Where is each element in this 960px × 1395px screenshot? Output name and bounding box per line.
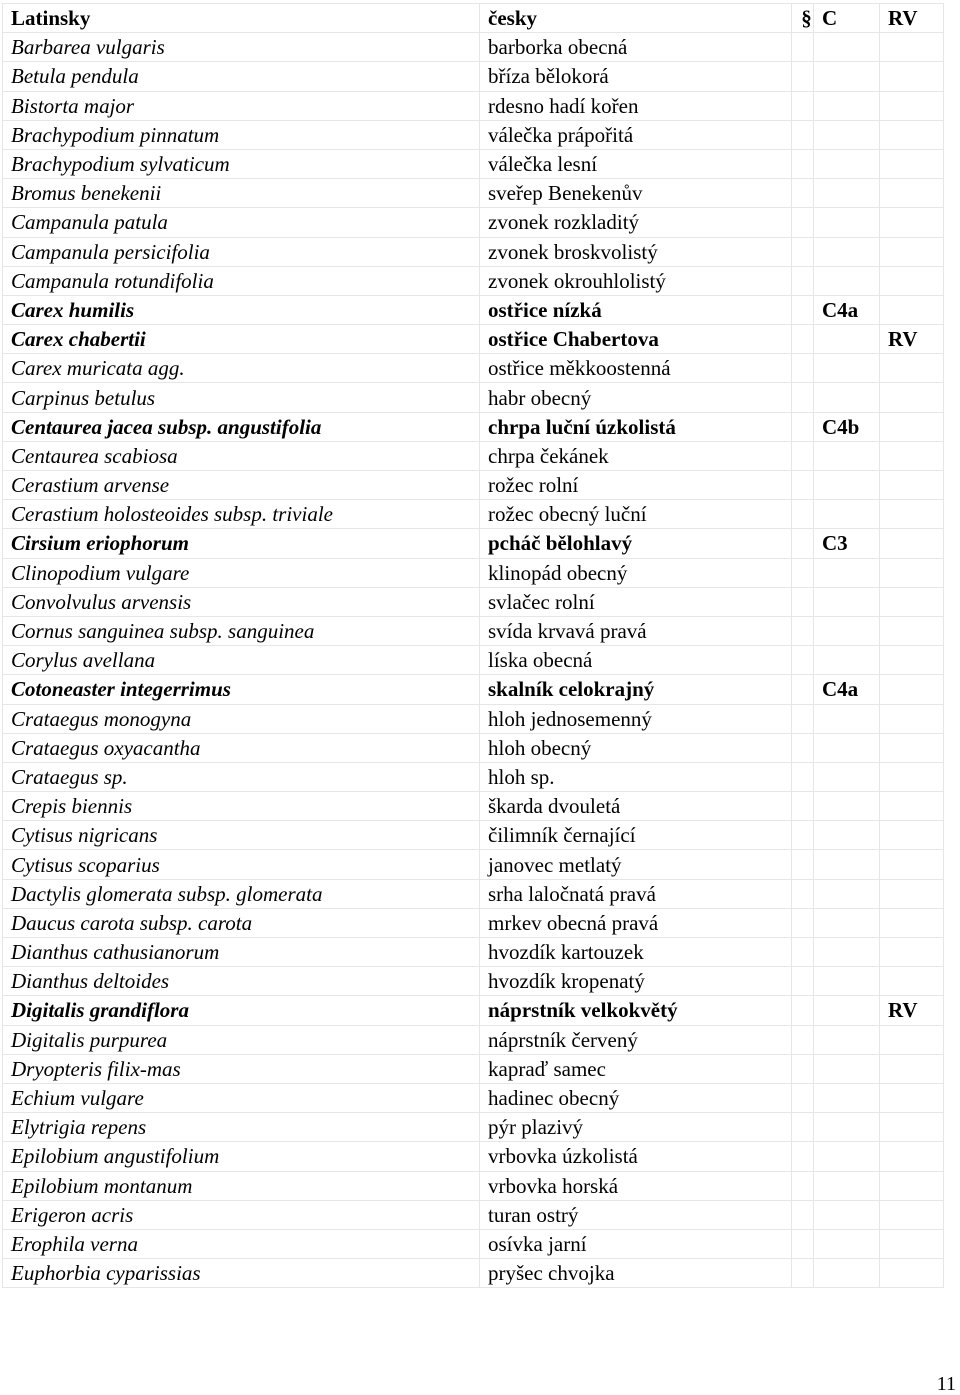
table-row (3, 1113, 944, 1142)
cell-c (814, 616, 880, 645)
cell-czech: náprstník velkokvětý (480, 996, 792, 1025)
table-row (3, 33, 944, 62)
cell-czech: pcháč bělohlavý (480, 529, 792, 558)
cell-latin: Carex muricata agg. (3, 354, 480, 383)
cell-czech: zvonek okrouhlolistý (480, 266, 792, 295)
cell-rv (880, 733, 944, 762)
cell-paragraph (792, 441, 814, 470)
cell-latin: Carpinus betulus (3, 383, 480, 412)
cell-latin: Crataegus oxyacantha (3, 733, 480, 762)
cell-c (814, 850, 880, 879)
cell-czech: chrpa luční úzkolistá (480, 412, 792, 441)
cell-latin: Dianthus deltoides (3, 967, 480, 996)
cell-czech: skalník celokrajný (480, 675, 792, 704)
table-row (3, 1200, 944, 1229)
table-row (3, 1054, 944, 1083)
cell-paragraph (792, 295, 814, 324)
cell-latin: Centaurea scabiosa (3, 441, 480, 470)
cell-paragraph (792, 237, 814, 266)
cell-rv (880, 383, 944, 412)
cell-paragraph (792, 33, 814, 62)
cell-c (814, 1200, 880, 1229)
table-row (3, 558, 944, 587)
cell-czech: válečka prápořitá (480, 120, 792, 149)
cell-c (814, 733, 880, 762)
table-row (3, 967, 944, 996)
cell-paragraph (792, 938, 814, 967)
cell-rv: RV (880, 996, 944, 1025)
cell-rv (880, 1054, 944, 1083)
cell-latin: Crepis biennis (3, 792, 480, 821)
cell-paragraph (792, 529, 814, 558)
header-paragraph: § (792, 4, 814, 33)
table-row (3, 850, 944, 879)
cell-rv (880, 762, 944, 791)
cell-rv (880, 938, 944, 967)
cell-rv (880, 91, 944, 120)
cell-latin: Crataegus monogyna (3, 704, 480, 733)
cell-latin: Epilobium montanum (3, 1171, 480, 1200)
cell-rv (880, 1259, 944, 1288)
cell-c (814, 938, 880, 967)
cell-rv (880, 1200, 944, 1229)
table-row (3, 1142, 944, 1171)
table-row (3, 325, 944, 354)
cell-czech: klinopád obecný (480, 558, 792, 587)
cell-c (814, 237, 880, 266)
cell-czech: hvozdík kropenatý (480, 967, 792, 996)
cell-c (814, 383, 880, 412)
cell-rv (880, 1025, 944, 1054)
cell-c (814, 704, 880, 733)
table-row (3, 383, 944, 412)
cell-czech: rdesno hadí kořen (480, 91, 792, 120)
cell-rv (880, 179, 944, 208)
cell-paragraph (792, 1229, 814, 1258)
cell-czech: ostřice Chabertova (480, 325, 792, 354)
cell-rv (880, 295, 944, 324)
cell-c (814, 646, 880, 675)
cell-czech: ostřice měkkoostenná (480, 354, 792, 383)
cell-czech: hloh jednosemenný (480, 704, 792, 733)
cell-c: C3 (814, 529, 880, 558)
table-row (3, 120, 944, 149)
cell-czech: rožec rolní (480, 471, 792, 500)
cell-czech: zvonek rozkladitý (480, 208, 792, 237)
table-row (3, 441, 944, 470)
table-row (3, 1229, 944, 1258)
table-row (3, 1025, 944, 1054)
cell-paragraph (792, 792, 814, 821)
cell-paragraph (792, 1200, 814, 1229)
cell-c: C4a (814, 295, 880, 324)
cell-czech: sveřep Benekenův (480, 179, 792, 208)
cell-rv (880, 821, 944, 850)
cell-c (814, 1259, 880, 1288)
table-row (3, 237, 944, 266)
cell-paragraph (792, 1142, 814, 1171)
cell-paragraph (792, 1259, 814, 1288)
cell-czech: ostřice nízká (480, 295, 792, 324)
cell-rv (880, 850, 944, 879)
cell-c (814, 62, 880, 91)
cell-c (814, 1229, 880, 1258)
table-row (3, 266, 944, 295)
header-czech: česky (480, 4, 792, 33)
cell-latin: Betula pendula (3, 62, 480, 91)
cell-paragraph (792, 62, 814, 91)
cell-paragraph (792, 850, 814, 879)
cell-latin: Echium vulgare (3, 1083, 480, 1112)
cell-czech: pýr plazivý (480, 1113, 792, 1142)
table-row (3, 208, 944, 237)
cell-czech: svlačec rolní (480, 587, 792, 616)
table-row (3, 616, 944, 645)
cell-c (814, 996, 880, 1025)
cell-rv (880, 266, 944, 295)
cell-paragraph (792, 266, 814, 295)
cell-latin: Elytrigia repens (3, 1113, 480, 1142)
cell-rv (880, 500, 944, 529)
cell-c (814, 149, 880, 178)
cell-rv (880, 62, 944, 91)
cell-latin: Daucus carota subsp. carota (3, 908, 480, 937)
cell-c (814, 1113, 880, 1142)
cell-czech: svída krvavá pravá (480, 616, 792, 645)
cell-c (814, 1142, 880, 1171)
cell-rv (880, 529, 944, 558)
cell-paragraph (792, 646, 814, 675)
cell-latin: Convolvulus arvensis (3, 587, 480, 616)
header-rv: RV (880, 4, 944, 33)
header-c: C (814, 4, 880, 33)
cell-paragraph (792, 120, 814, 149)
cell-latin: Campanula patula (3, 208, 480, 237)
cell-paragraph (792, 149, 814, 178)
cell-czech: kapraď samec (480, 1054, 792, 1083)
cell-paragraph (792, 908, 814, 937)
cell-rv (880, 1229, 944, 1258)
cell-latin: Brachypodium pinnatum (3, 120, 480, 149)
cell-czech: hvozdík kartouzek (480, 938, 792, 967)
cell-latin: Cirsium eriophorum (3, 529, 480, 558)
cell-czech: osívka jarní (480, 1229, 792, 1258)
cell-latin: Euphorbia cyparissias (3, 1259, 480, 1288)
cell-czech: mrkev obecná pravá (480, 908, 792, 937)
cell-latin: Cornus sanguinea subsp. sanguinea (3, 616, 480, 645)
cell-paragraph (792, 1025, 814, 1054)
cell-czech: vrbovka úzkolistá (480, 1142, 792, 1171)
cell-c (814, 908, 880, 937)
header-latin: Latinsky (3, 4, 480, 33)
cell-rv (880, 149, 944, 178)
cell-paragraph (792, 879, 814, 908)
cell-paragraph (792, 967, 814, 996)
cell-paragraph (792, 471, 814, 500)
cell-latin: Epilobium angustifolium (3, 1142, 480, 1171)
cell-latin: Cytisus nigricans (3, 821, 480, 850)
table-row (3, 471, 944, 500)
cell-rv (880, 237, 944, 266)
cell-c: C4a (814, 675, 880, 704)
cell-latin: Brachypodium sylvaticum (3, 149, 480, 178)
cell-paragraph (792, 704, 814, 733)
cell-paragraph (792, 616, 814, 645)
cell-latin: Centaurea jacea subsp. angustifolia (3, 412, 480, 441)
cell-czech: náprstník červený (480, 1025, 792, 1054)
cell-czech: škarda dvouletá (480, 792, 792, 821)
cell-paragraph (792, 558, 814, 587)
cell-latin: Campanula rotundifolia (3, 266, 480, 295)
cell-c (814, 471, 880, 500)
table-row (3, 354, 944, 383)
cell-latin: Cerastium holosteoides subsp. triviale (3, 500, 480, 529)
cell-latin: Erigeron acris (3, 1200, 480, 1229)
cell-czech: bříza bělokorá (480, 62, 792, 91)
table-row (3, 996, 944, 1025)
cell-latin: Erophila verna (3, 1229, 480, 1258)
cell-c (814, 91, 880, 120)
cell-latin: Corylus avellana (3, 646, 480, 675)
cell-c (814, 967, 880, 996)
cell-czech: válečka lesní (480, 149, 792, 178)
cell-czech: janovec metlatý (480, 850, 792, 879)
cell-czech: habr obecný (480, 383, 792, 412)
cell-paragraph (792, 1171, 814, 1200)
species-table (2, 3, 944, 1288)
cell-rv (880, 412, 944, 441)
table-row (3, 62, 944, 91)
cell-latin: Crataegus sp. (3, 762, 480, 791)
cell-paragraph (792, 179, 814, 208)
cell-c: C4b (814, 412, 880, 441)
cell-paragraph (792, 325, 814, 354)
cell-latin: Bistorta major (3, 91, 480, 120)
cell-c (814, 120, 880, 149)
cell-rv (880, 1083, 944, 1112)
cell-paragraph (792, 996, 814, 1025)
table-row (3, 908, 944, 937)
page-number: 11 (936, 1373, 956, 1395)
cell-czech: hadinec obecný (480, 1083, 792, 1112)
cell-c (814, 762, 880, 791)
table-row (3, 1171, 944, 1200)
cell-c (814, 792, 880, 821)
table-row (3, 500, 944, 529)
cell-rv (880, 967, 944, 996)
cell-latin: Cotoneaster integerrimus (3, 675, 480, 704)
cell-czech: rožec obecný luční (480, 500, 792, 529)
cell-latin: Cerastium arvense (3, 471, 480, 500)
cell-latin: Dryopteris filix-mas (3, 1054, 480, 1083)
cell-czech: vrbovka horská (480, 1171, 792, 1200)
table-row (3, 792, 944, 821)
cell-c (814, 441, 880, 470)
cell-paragraph (792, 733, 814, 762)
cell-rv (880, 879, 944, 908)
table-row (3, 675, 944, 704)
cell-rv (880, 616, 944, 645)
table-row (3, 733, 944, 762)
cell-latin: Dianthus cathusianorum (3, 938, 480, 967)
cell-latin: Campanula persicifolia (3, 237, 480, 266)
table-header-row (3, 4, 944, 33)
cell-rv (880, 558, 944, 587)
cell-c (814, 1171, 880, 1200)
cell-czech: líska obecná (480, 646, 792, 675)
cell-c (814, 558, 880, 587)
cell-latin: Barbarea vulgaris (3, 33, 480, 62)
cell-rv (880, 704, 944, 733)
table-row (3, 879, 944, 908)
cell-c (814, 1025, 880, 1054)
cell-latin: Digitalis grandiflora (3, 996, 480, 1025)
cell-c (814, 266, 880, 295)
cell-czech: srha laločnatá pravá (480, 879, 792, 908)
table-row (3, 938, 944, 967)
table-row (3, 529, 944, 558)
cell-c (814, 179, 880, 208)
cell-rv (880, 33, 944, 62)
table-row (3, 1259, 944, 1288)
cell-latin: Carex chabertii (3, 325, 480, 354)
table-row (3, 646, 944, 675)
cell-rv (880, 1142, 944, 1171)
cell-czech: chrpa čekánek (480, 441, 792, 470)
cell-paragraph (792, 412, 814, 441)
cell-rv (880, 354, 944, 383)
cell-c (814, 1083, 880, 1112)
cell-c (814, 325, 880, 354)
cell-latin: Cytisus scoparius (3, 850, 480, 879)
cell-rv (880, 646, 944, 675)
cell-latin: Carex humilis (3, 295, 480, 324)
cell-rv (880, 208, 944, 237)
cell-rv: RV (880, 325, 944, 354)
table-row (3, 179, 944, 208)
cell-c (814, 587, 880, 616)
cell-paragraph (792, 675, 814, 704)
cell-c (814, 208, 880, 237)
table-row (3, 762, 944, 791)
cell-c (814, 500, 880, 529)
cell-c (814, 821, 880, 850)
cell-rv (880, 1113, 944, 1142)
cell-paragraph (792, 1113, 814, 1142)
cell-paragraph (792, 587, 814, 616)
cell-paragraph (792, 821, 814, 850)
cell-paragraph (792, 762, 814, 791)
cell-rv (880, 908, 944, 937)
cell-paragraph (792, 1054, 814, 1083)
table-row (3, 412, 944, 441)
table-row (3, 149, 944, 178)
cell-paragraph (792, 91, 814, 120)
table-row (3, 295, 944, 324)
cell-latin: Clinopodium vulgare (3, 558, 480, 587)
cell-c (814, 354, 880, 383)
cell-rv (880, 1171, 944, 1200)
cell-latin: Bromus benekenii (3, 179, 480, 208)
cell-czech: zvonek broskvolistý (480, 237, 792, 266)
cell-czech: hloh obecný (480, 733, 792, 762)
cell-czech: pryšec chvojka (480, 1259, 792, 1288)
cell-rv (880, 441, 944, 470)
cell-czech: turan ostrý (480, 1200, 792, 1229)
cell-rv (880, 792, 944, 821)
cell-czech: hloh sp. (480, 762, 792, 791)
cell-paragraph (792, 208, 814, 237)
cell-rv (880, 120, 944, 149)
table-row (3, 704, 944, 733)
cell-paragraph (792, 500, 814, 529)
cell-paragraph (792, 354, 814, 383)
cell-rv (880, 471, 944, 500)
cell-rv (880, 587, 944, 616)
cell-czech: barborka obecná (480, 33, 792, 62)
cell-c (814, 879, 880, 908)
cell-latin: Digitalis purpurea (3, 1025, 480, 1054)
cell-c (814, 33, 880, 62)
table-row (3, 821, 944, 850)
table-row (3, 587, 944, 616)
cell-paragraph (792, 383, 814, 412)
table-row (3, 1083, 944, 1112)
cell-latin: Dactylis glomerata subsp. glomerata (3, 879, 480, 908)
cell-czech: čilimník černající (480, 821, 792, 850)
cell-paragraph (792, 1083, 814, 1112)
table-row (3, 91, 944, 120)
cell-rv (880, 675, 944, 704)
cell-c (814, 1054, 880, 1083)
